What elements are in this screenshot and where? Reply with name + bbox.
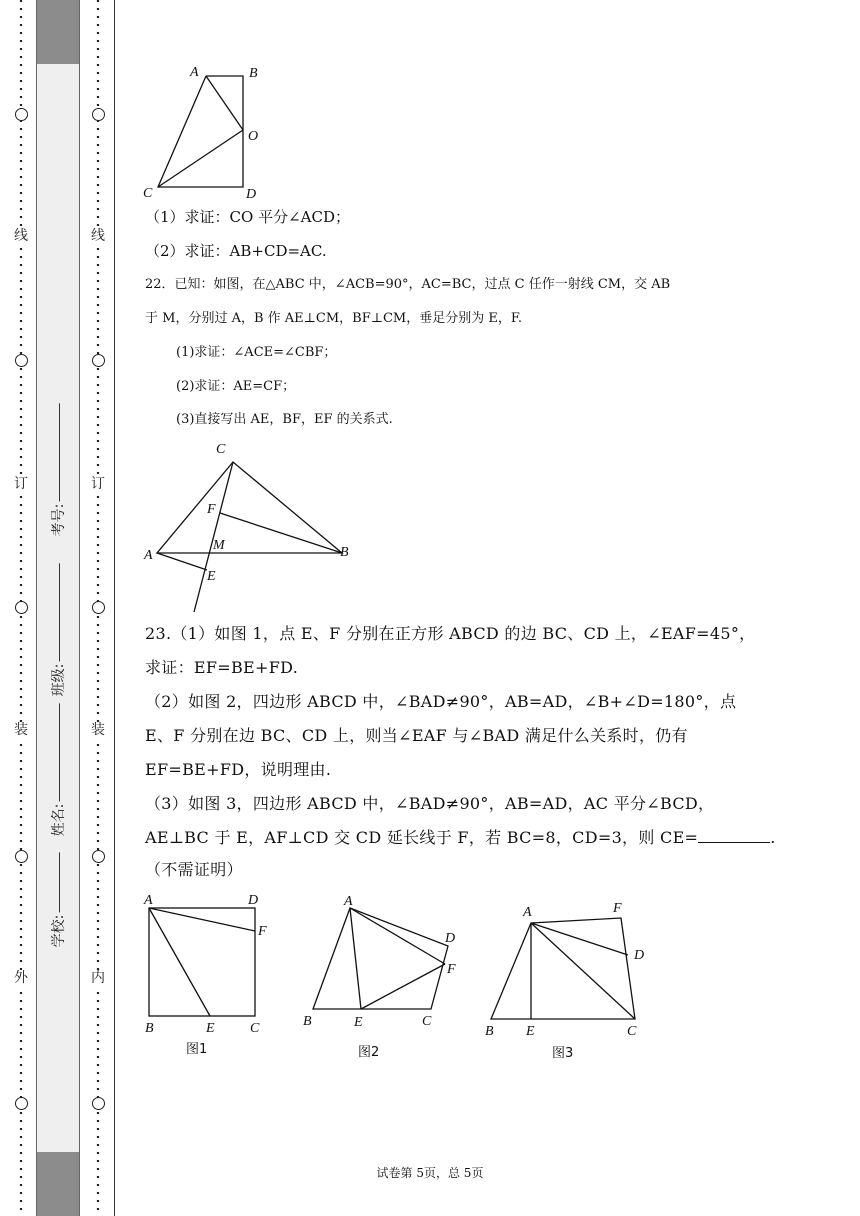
q21-label-a: A (190, 65, 199, 80)
q21-label-b: B (249, 66, 258, 81)
outer-mark-zhuang: 装 (8, 722, 34, 738)
fig3-label-a: A (523, 905, 532, 920)
school-label: 学校: (51, 914, 67, 948)
name-label: 姓名: (51, 803, 67, 837)
fig3-label-b: B (485, 1024, 494, 1039)
inner-mark-zhuang: 装 (85, 722, 111, 738)
ce-answer-blank[interactable] (698, 828, 770, 843)
fig3-label-d: D (634, 948, 645, 963)
fig2-label-d: D (445, 931, 456, 946)
q23-figure-3 (478, 895, 658, 1070)
inner-mark-xian: 线 (85, 228, 111, 244)
q23-line7-period: . (770, 828, 776, 847)
q23-line3: （2）如图 2，四边形 ABCD 中，∠BAD≠90°，AB=AD，∠B+∠D=180°，点 (145, 692, 737, 711)
q23-line2: 求证：EF=BE+FD. (145, 658, 299, 677)
fig1-label-b: B (145, 1021, 154, 1036)
fig1-label-a: A (144, 893, 153, 908)
outer-mark-wai: 外 (8, 970, 34, 986)
q22-label-m: M (213, 538, 225, 553)
fig2-label-c: C (422, 1014, 432, 1029)
q21-part2: （2）求证：AB+CD=AC. (145, 242, 327, 260)
q22-stem-line2: 于 M，分别过 A，B 作 AE⊥CM，BF⊥CM，垂足分别为 E，F. (145, 311, 522, 326)
outer-mark-ding: 订 (8, 476, 34, 492)
fig1-label-c: C (250, 1021, 260, 1036)
q21-part1: （1）求证：CO 平分∠ACD； (145, 208, 350, 226)
q23-line6: （3）如图 3，四边形 ABCD 中，∠BAD≠90°，AB=AD，AC 平分∠BCD， (145, 794, 715, 813)
q23-line4: E、F 分别在边 BC、CD 上，则当∠EAF 与∠BAD 满足什么关系时，仍有 (145, 726, 688, 745)
fig2-label-b: B (303, 1014, 312, 1029)
fig2-label-e: E (354, 1015, 363, 1030)
q23-line1: 23.（1）如图 1，点 E、F 分别在正方形 ABCD 的边 BC、CD 上，∠EAF=45°， (145, 624, 756, 643)
fig1-label-d: D (248, 893, 259, 908)
fig2-caption: 图2 (358, 1045, 380, 1060)
q23-line7-text: AE⊥BC 于 E，AF⊥CD 交 CD 延长线于 F，若 BC=8，CD=3，则 CE= (145, 828, 699, 847)
q23-figure-1 (140, 890, 275, 1060)
outer-mark-xian: 线 (8, 228, 34, 244)
q21-label-c: C (143, 186, 153, 201)
inner-mark-nei: 内 (85, 970, 111, 986)
q22-label-a: A (144, 548, 153, 563)
fig2-label-f: F (447, 962, 456, 977)
exam-no-label: 考号: (51, 503, 67, 537)
q23-line8: （不需证明） (145, 860, 243, 879)
fig1-caption: 图1 (186, 1042, 208, 1057)
q23-line7 (145, 827, 776, 849)
q22-part1: (1)求证：∠ACE=∠CBF； (176, 345, 337, 360)
q23-line5: EF=BE+FD，说明理由. (145, 760, 332, 779)
page-footer: 试卷第 5页，总 5页 (376, 1166, 484, 1180)
inner-mark-ding: 订 (85, 476, 111, 492)
q22-stem-line1: 22．已知：如图，在△ABC 中，∠ACB=90°，AC=BC，过点 C 任作一射线 CM，交 AB (145, 277, 671, 292)
q21-label-d: D (246, 187, 257, 202)
q21-label-o: O (248, 129, 259, 144)
class-label: 班级: (51, 663, 67, 697)
q22-label-b: B (340, 545, 349, 560)
q22-label-e: E (207, 569, 216, 584)
fig3-label-c: C (627, 1024, 637, 1039)
fig3-caption: 图3 (552, 1046, 574, 1061)
q21-figure (138, 60, 278, 205)
fig1-label-e: E (206, 1021, 215, 1036)
fig3-label-e: E (526, 1024, 535, 1039)
q22-label-c: C (216, 442, 226, 457)
q22-part3: (3)直接写出 AE，BF，EF 的关系式. (176, 412, 393, 427)
q22-figure (140, 436, 365, 616)
q22-label-f: F (207, 502, 216, 517)
q23-figure-2 (296, 890, 466, 1065)
fig2-label-a: A (344, 894, 353, 909)
fig1-label-f: F (258, 924, 267, 939)
fig3-label-f: F (613, 901, 622, 916)
q22-part2: (2)求证：AE=CF； (176, 379, 296, 394)
